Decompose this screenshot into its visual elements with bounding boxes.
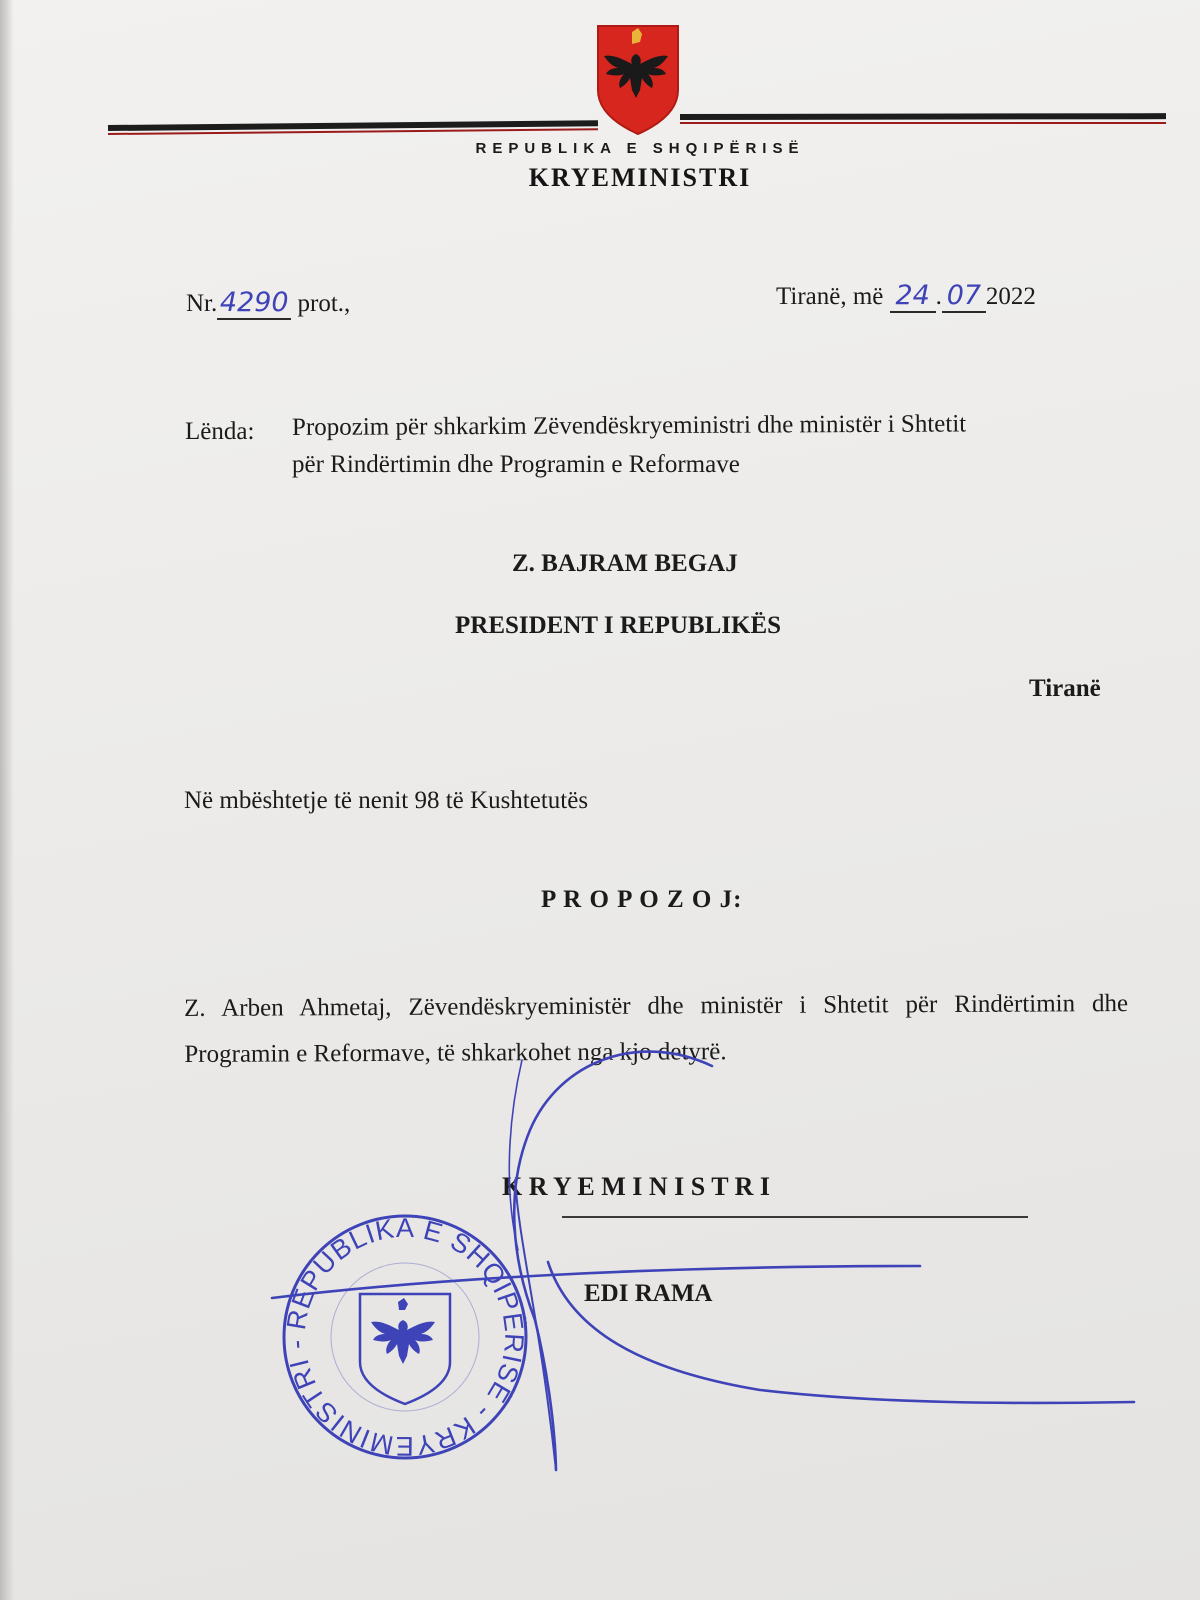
- recipient-name: Z. BAJRAM BEGAJ: [512, 550, 738, 577]
- recipient-city: Tiranë: [1029, 675, 1101, 702]
- signature-office: K R Y E M I N I S T R I: [502, 1172, 770, 1201]
- recipient-title: PRESIDENT I REPUBLIKËS: [455, 612, 782, 639]
- date-day-handwritten: 24: [895, 280, 930, 311]
- date-separator: .: [935, 283, 942, 310]
- stamp-text: REPUBLIKA E SHQIPËRISË - KRYEMINISTRI -: [280, 1212, 530, 1462]
- proposal-text: Z. Arben Ahmetaj, Zëvendëskryeministër dhe ministër i Shtetit për Rindërtimin dhe Programin e Reformave, të shkarkohet nga kjo detyrë.: [184, 990, 1129, 1068]
- header-office: KRYEMINISTRI: [528, 163, 752, 192]
- legal-basis: Në mbështetje të nenit 98 të Kushtetutës: [184, 787, 589, 814]
- subject-label: Lënda:: [185, 418, 255, 445]
- subject-line-1: Propozim për shkarkim Zëvendëskryeministri dhe ministër i Shtetit: [291, 410, 967, 441]
- protocol-prefix: Nr.: [186, 290, 218, 317]
- date-month-handwritten: 07: [946, 280, 982, 311]
- signature-name: EDI RAMA: [584, 1280, 713, 1307]
- place-prefix: Tiranë, më: [776, 283, 890, 310]
- date-year: 2022: [985, 283, 1036, 310]
- header-republic: REPUBLIKA E SHQIPËRISË: [475, 140, 805, 157]
- proposal-heading: P R O P O Z O J:: [541, 886, 743, 913]
- subject-line-2: për Rindërtimin dhe Programin e Reformave: [292, 451, 740, 478]
- protocol-number-handwritten: 4290: [219, 287, 289, 318]
- protocol-suffix: prot.,: [291, 290, 351, 317]
